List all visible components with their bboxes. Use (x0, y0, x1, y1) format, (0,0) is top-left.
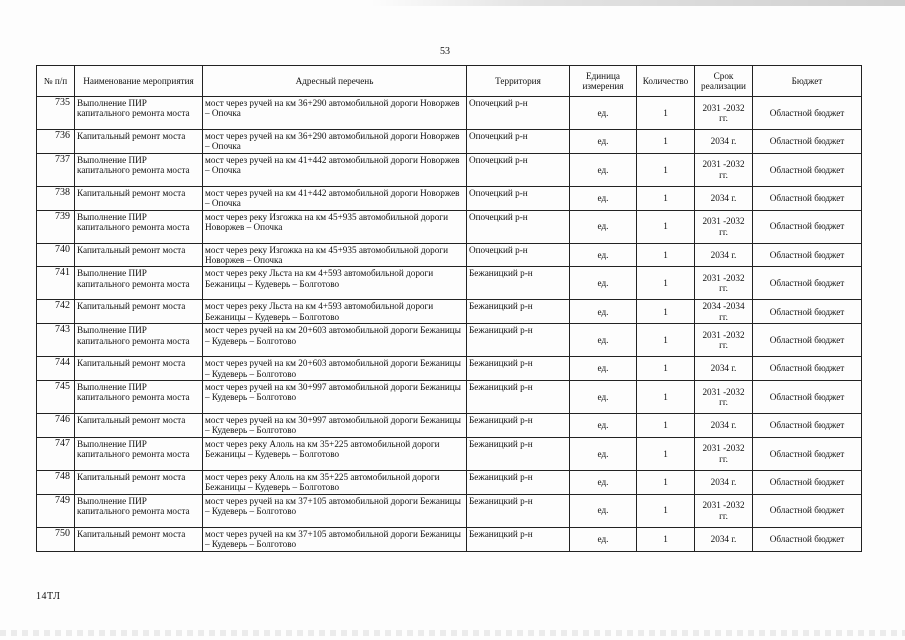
row-name: Капитальный ремонт моста (75, 414, 203, 438)
row-term: 2034 г. (695, 470, 753, 494)
row-address: мост через ручей на км 20+603 автомобильной дороги Бежаницы – Кудеверь – Болготово (203, 357, 467, 381)
row-budget: Областной бюджет (753, 414, 862, 438)
row-address: мост через реку Алоль на км 35+225 автомобильной дороги Бежаницы – Кудеверь – Болготово (203, 437, 467, 470)
row-quantity: 1 (637, 97, 695, 130)
row-territory: Опочецкий р-н (467, 210, 570, 243)
table-header-row (37, 66, 862, 97)
row-name: Выполнение ПИР капитального ремонта моста (75, 381, 203, 414)
row-number: 735 (37, 97, 75, 130)
row-name: Выполнение ПИР капитального ремонта моста (75, 494, 203, 527)
row-quantity: 1 (637, 527, 695, 551)
row-territory: Бежаницкий р-н (467, 527, 570, 551)
header-territory: Территория (467, 66, 570, 97)
row-quantity: 1 (637, 300, 695, 324)
scan-artifact-top (370, 0, 905, 6)
row-quantity: 1 (637, 153, 695, 186)
row-quantity: 1 (637, 243, 695, 267)
row-address: мост через реку Изгожка на км 45+935 автомобильной дороги Новоржев – Опочка (203, 243, 467, 267)
row-number: 749 (37, 494, 75, 527)
row-address: мост через ручей на км 37+105 автомобильной дороги Бежаницы – Кудеверь – Болготово (203, 527, 467, 551)
row-number: 747 (37, 437, 75, 470)
row-budget: Областной бюджет (753, 210, 862, 243)
row-quantity: 1 (637, 210, 695, 243)
scan-artifact-bottom (0, 630, 905, 636)
row-number: 737 (37, 153, 75, 186)
row-number: 748 (37, 470, 75, 494)
table-row (37, 210, 862, 243)
row-budget: Областной бюджет (753, 324, 862, 357)
table-row (37, 300, 862, 324)
works-table (36, 65, 862, 552)
table-row (37, 414, 862, 438)
page-number: 53 (440, 46, 450, 57)
row-budget: Областной бюджет (753, 470, 862, 494)
row-territory: Бежаницкий р-н (467, 414, 570, 438)
table-row (37, 470, 862, 494)
row-address: мост через ручей на км 41+442 автомобильной дороги Новоржев – Опочка (203, 153, 467, 186)
row-number: 750 (37, 527, 75, 551)
row-name: Капитальный ремонт моста (75, 470, 203, 494)
row-unit: ед. (570, 267, 637, 300)
header-budget: Бюджет (753, 66, 862, 97)
header-address: Адресный перечень (203, 66, 467, 97)
row-term: 2031 -2032 гг. (695, 210, 753, 243)
table-row (37, 153, 862, 186)
row-unit: ед. (570, 437, 637, 470)
row-territory: Бежаницкий р-н (467, 300, 570, 324)
row-budget: Областной бюджет (753, 357, 862, 381)
row-unit: ед. (570, 381, 637, 414)
row-number: 742 (37, 300, 75, 324)
row-budget: Областной бюджет (753, 186, 862, 210)
row-name: Выполнение ПИР капитального ремонта моста (75, 267, 203, 300)
row-number: 746 (37, 414, 75, 438)
row-term: 2034 г. (695, 130, 753, 154)
row-number: 743 (37, 324, 75, 357)
row-name: Капитальный ремонт моста (75, 357, 203, 381)
row-territory: Бежаницкий р-н (467, 494, 570, 527)
row-number: 736 (37, 130, 75, 154)
table-row (37, 267, 862, 300)
row-name: Выполнение ПИР капитального ремонта моста (75, 210, 203, 243)
table-row (37, 527, 862, 551)
row-unit: ед. (570, 130, 637, 154)
row-budget: Областной бюджет (753, 97, 862, 130)
row-territory: Бежаницкий р-н (467, 324, 570, 357)
table-row (37, 324, 862, 357)
row-territory: Бежаницкий р-н (467, 267, 570, 300)
row-unit: ед. (570, 153, 637, 186)
row-unit: ед. (570, 324, 637, 357)
row-address: мост через ручей на км 30+997 автомобильной дороги Бежаницы – Кудеверь – Болготово (203, 381, 467, 414)
row-term: 2031 -2032 гг. (695, 97, 753, 130)
row-number: 745 (37, 381, 75, 414)
row-term: 2031 -2032 гг. (695, 324, 753, 357)
row-budget: Областной бюджет (753, 153, 862, 186)
row-number: 741 (37, 267, 75, 300)
row-address: мост через реку Алоль на км 35+225 автомобильной дороги Бежаницы – Кудеверь – Болготово (203, 470, 467, 494)
row-number: 738 (37, 186, 75, 210)
row-budget: Областной бюджет (753, 437, 862, 470)
table-row (37, 186, 862, 210)
row-unit: ед. (570, 494, 637, 527)
row-territory: Бежаницкий р-н (467, 470, 570, 494)
row-number: 740 (37, 243, 75, 267)
row-budget: Областной бюджет (753, 527, 862, 551)
row-unit: ед. (570, 527, 637, 551)
row-budget: Областной бюджет (753, 243, 862, 267)
row-name: Выполнение ПИР капитального ремонта моста (75, 97, 203, 130)
row-address: мост через ручей на км 36+290 автомобильной дороги Новоржев – Опочка (203, 97, 467, 130)
row-name: Капитальный ремонт моста (75, 243, 203, 267)
row-unit: ед. (570, 243, 637, 267)
row-number: 739 (37, 210, 75, 243)
row-budget: Областной бюджет (753, 494, 862, 527)
row-unit: ед. (570, 186, 637, 210)
row-term: 2034 г. (695, 527, 753, 551)
row-address: мост через реку Льста на км 4+593 автомобильной дороги Бежаницы – Кудеверь – Болготово (203, 300, 467, 324)
header-quantity: Количество (637, 66, 695, 97)
table-row (37, 494, 862, 527)
row-territory: Опочецкий р-н (467, 97, 570, 130)
row-unit: ед. (570, 414, 637, 438)
row-quantity: 1 (637, 324, 695, 357)
row-territory: Бежаницкий р-н (467, 381, 570, 414)
table-row (37, 243, 862, 267)
row-term: 2034 -2034 гг. (695, 300, 753, 324)
row-name: Выполнение ПИР капитального ремонта моста (75, 437, 203, 470)
footer-code: 14ТЛ (36, 591, 61, 602)
row-name: Выполнение ПИР капитального ремонта моста (75, 324, 203, 357)
row-unit: ед. (570, 210, 637, 243)
row-name: Капитальный ремонт моста (75, 527, 203, 551)
table-row (37, 130, 862, 154)
row-address: мост через реку Льста на км 4+593 автомобильной дороги Бежаницы – Кудеверь – Болготово (203, 267, 467, 300)
row-term: 2034 г. (695, 357, 753, 381)
row-quantity: 1 (637, 186, 695, 210)
row-unit: ед. (570, 357, 637, 381)
row-address: мост через ручей на км 36+290 автомобильной дороги Новоржев – Опочка (203, 130, 467, 154)
row-name: Капитальный ремонт моста (75, 186, 203, 210)
header-num: № п/п (37, 66, 75, 97)
row-address: мост через ручей на км 30+997 автомобильной дороги Бежаницы – Кудеверь – Болготово (203, 414, 467, 438)
row-quantity: 1 (637, 381, 695, 414)
row-term: 2031 -2032 гг. (695, 381, 753, 414)
row-address: мост через ручей на км 37+105 автомобильной дороги Бежаницы – Кудеверь – Болготово (203, 494, 467, 527)
row-territory: Опочецкий р-н (467, 186, 570, 210)
table-row (37, 357, 862, 381)
header-term: Срок реализации (695, 66, 753, 97)
row-budget: Областной бюджет (753, 130, 862, 154)
row-term: 2034 г. (695, 186, 753, 210)
table-row (37, 437, 862, 470)
row-term: 2034 г. (695, 243, 753, 267)
row-name: Выполнение ПИР капитального ремонта моста (75, 153, 203, 186)
row-unit: ед. (570, 470, 637, 494)
row-number: 744 (37, 357, 75, 381)
row-term: 2034 г. (695, 414, 753, 438)
row-territory: Бежаницкий р-н (467, 437, 570, 470)
header-name: Наименование мероприятия (75, 66, 203, 97)
row-territory: Опочецкий р-н (467, 243, 570, 267)
row-territory: Опочецкий р-н (467, 153, 570, 186)
row-quantity: 1 (637, 357, 695, 381)
table-row (37, 381, 862, 414)
row-territory: Бежаницкий р-н (467, 357, 570, 381)
row-term: 2031 -2032 гг. (695, 494, 753, 527)
row-budget: Областной бюджет (753, 267, 862, 300)
row-budget: Областной бюджет (753, 381, 862, 414)
row-unit: ед. (570, 300, 637, 324)
row-name: Капитальный ремонт моста (75, 300, 203, 324)
row-term: 2031 -2032 гг. (695, 437, 753, 470)
row-budget: Областной бюджет (753, 300, 862, 324)
row-unit: ед. (570, 97, 637, 130)
row-name: Капитальный ремонт моста (75, 130, 203, 154)
row-quantity: 1 (637, 267, 695, 300)
row-quantity: 1 (637, 130, 695, 154)
row-term: 2031 -2032 гг. (695, 153, 753, 186)
row-address: мост через реку Изгожка на км 45+935 автомобильной дороги Новоржев – Опочка (203, 210, 467, 243)
row-quantity: 1 (637, 414, 695, 438)
row-term: 2031 -2032 гг. (695, 267, 753, 300)
row-quantity: 1 (637, 470, 695, 494)
row-quantity: 1 (637, 494, 695, 527)
table-row (37, 97, 862, 130)
header-unit: Единица измерения (570, 66, 637, 97)
row-quantity: 1 (637, 437, 695, 470)
row-territory: Опочецкий р-н (467, 130, 570, 154)
row-address: мост через ручей на км 41+442 автомобильной дороги Новоржев – Опочка (203, 186, 467, 210)
row-address: мост через ручей на км 20+603 автомобильной дороги Бежаницы – Кудеверь – Болготово (203, 324, 467, 357)
